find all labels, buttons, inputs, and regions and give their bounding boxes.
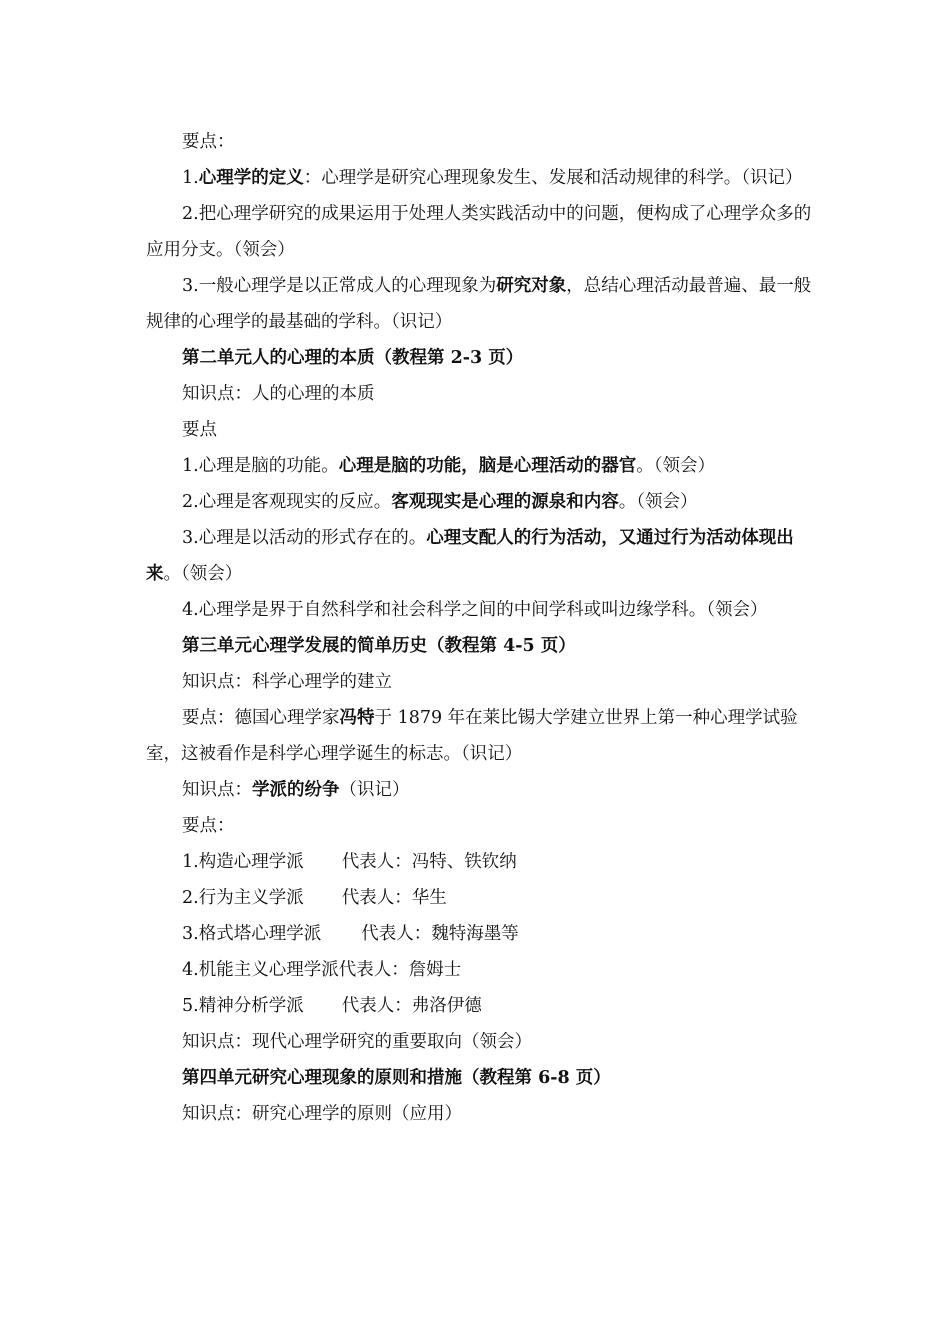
item-number: 1.: [182, 168, 199, 188]
paragraph-text: 。（领会）: [618, 492, 698, 512]
paragraph-key-points-2: 要点: [182, 420, 217, 440]
school-item: 4.机能主义心理学派代表人：詹姆士: [182, 960, 462, 980]
bold-term: 心理是脑的功能，脑是心理活动的器官: [338, 456, 637, 476]
bold-term: 学派的纷争: [252, 780, 340, 800]
paragraph-text: 要点：德国心理学家: [182, 708, 340, 728]
school-representative: 代表人：冯特、铁钦纳: [341, 852, 517, 872]
school-name: 2.行为主义学派: [182, 888, 304, 908]
paragraph-knowledge-point: 知识点：研究心理学的原则（应用）: [182, 1104, 462, 1124]
paragraph-interdisciplinary: 4.心理学是界于自然科学和社会科学之间的中间学科或叫边缘学科。（领会）: [182, 600, 768, 620]
paragraph-text: 2.心理是客观现实的反应。: [182, 492, 392, 512]
paragraph-text: ：心理学是研究心理现象发生、发展和活动规律的科学。（识记）: [303, 168, 803, 188]
paragraph-key-points-1: 要点：: [182, 132, 235, 152]
paragraph-text: 于 1879 年在莱比锡大学建立世界上第一种心理学试验室，这被看作是科学心理学诞生的标志。（识记）: [146, 708, 798, 764]
paragraph-general-psychology: [146, 268, 816, 340]
school-name: 1.构造心理学派: [182, 852, 304, 872]
paragraph-objective-reality: [146, 484, 816, 520]
paragraph-text: 3.心理是以活动的形式存在的。: [182, 528, 427, 548]
paragraph-text: ，总结心理活动最普遍、最一般规律的心理学的最基础的学科。（识记）: [146, 276, 812, 332]
school-item: [146, 988, 816, 1024]
bold-term: 心理学的定义: [198, 168, 304, 188]
unit-3-heading: 第三单元心理学发展的简单历史（教程第 4-5 页）: [182, 636, 576, 656]
paragraph-knowledge-point: 知识点：现代心理学研究的重要取向（领会）: [182, 1032, 532, 1052]
bold-term: 心理支配人的行为活动，又通过行为活动体现出来: [146, 528, 794, 584]
school-representative: 代表人：弗洛伊德: [341, 996, 482, 1016]
document-body: [146, 124, 816, 1132]
paragraph-text: 知识点：: [182, 780, 252, 800]
paragraph-psychology-definition: [146, 160, 816, 196]
school-name: 3.格式塔心理学派: [182, 924, 322, 944]
paragraph-text: 3.一般心理学是以正常成人的心理现象为: [182, 276, 497, 296]
paragraph-text: 。（领会）: [636, 456, 715, 476]
school-representative: 代表人：魏特海墨等: [361, 924, 519, 944]
paragraph-knowledge-point: 知识点：科学心理学的建立: [182, 672, 392, 692]
unit-2-heading: 第二单元人的心理的本质（教程第 2-3 页）: [182, 348, 524, 368]
school-item: [146, 916, 816, 952]
paragraph-brain-function: [146, 448, 816, 484]
paragraph-schools-dispute: [146, 772, 816, 808]
paragraph-text: 。（领会）: [163, 564, 243, 584]
school-item: [146, 844, 816, 880]
unit-4-heading: 第四单元研究心理现象的原则和措施（教程第 6-8 页）: [182, 1068, 611, 1088]
paragraph-knowledge-point: 知识点：人的心理的本质: [182, 384, 375, 404]
school-representative: 代表人：华生: [341, 888, 447, 908]
bold-term: 研究对象: [496, 276, 567, 296]
bold-term: 客观现实是心理的源泉和内容: [391, 492, 619, 512]
paragraph-text: （识记）: [339, 780, 410, 800]
paragraph-wundt-lab: [146, 700, 816, 772]
bold-term: 冯特: [339, 708, 375, 728]
school-item: [146, 880, 816, 916]
paragraph-activity-form: [146, 520, 816, 592]
paragraph-key-points-3: 要点：: [182, 816, 235, 836]
paragraph-applied-branches: 2.把心理学研究的成果运用于处理人类实践活动中的问题，便构成了心理学众多的应用分支。（领会）: [146, 204, 812, 260]
paragraph-text: 1.心理是脑的功能。: [182, 456, 339, 476]
school-name: 5.精神分析学派: [182, 996, 304, 1016]
